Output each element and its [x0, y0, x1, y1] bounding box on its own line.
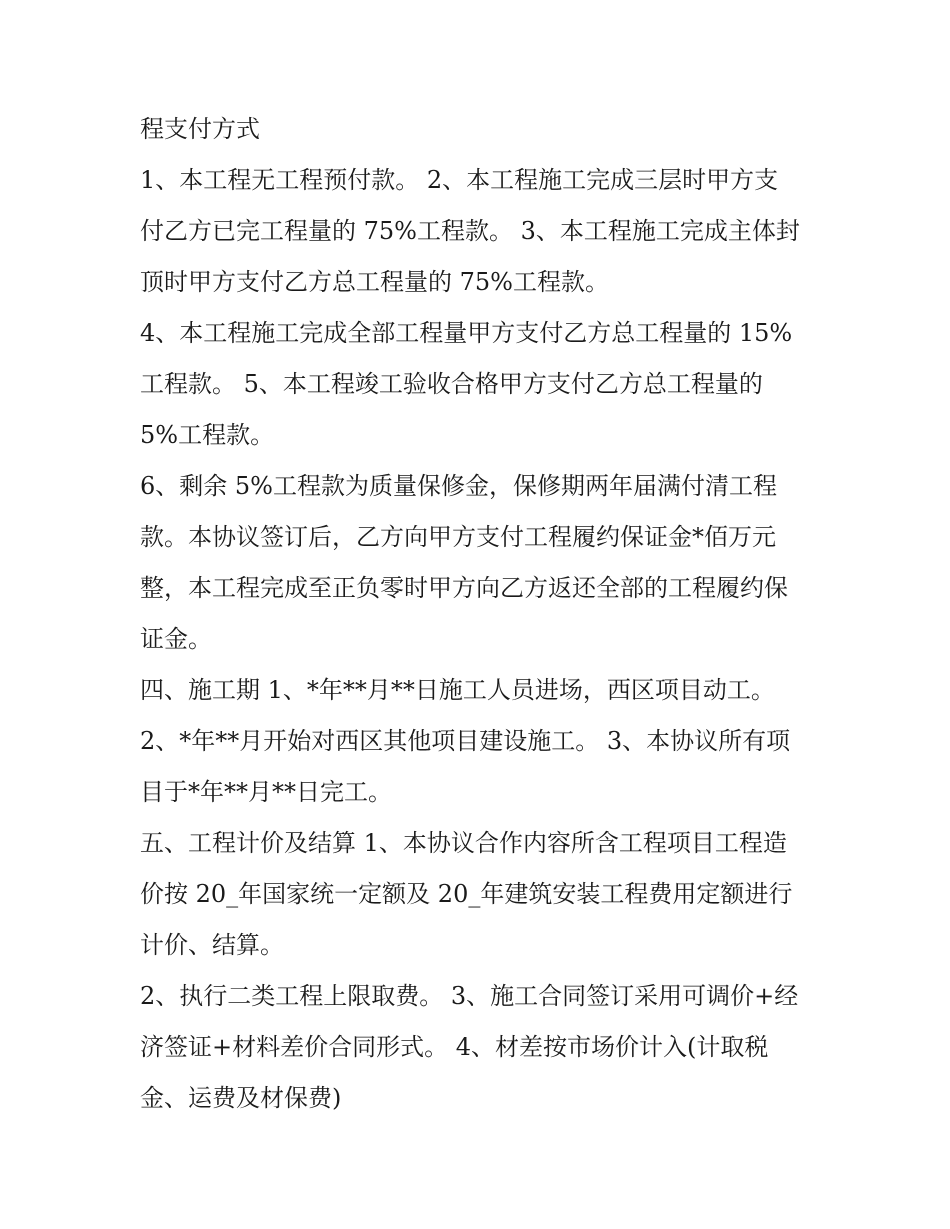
text-line-19: 济签证+材料差价合同形式。 4、材差按市场价计入(计取税 [140, 1033, 769, 1061]
text-line-16: 价按 20_年国家统一定额及 20_年建筑安装工程费用定额进行 [140, 880, 793, 908]
text-line-11: 证金。 [140, 625, 212, 653]
text-line-18: 2、执行二类工程上限取费。 3、施工合同签订采用可调价+经 [140, 982, 799, 1010]
text-line-15: 五、工程计价及结算 1、本协议合作内容所含工程项目工程造 [140, 829, 787, 857]
text-line-5: 4、本工程施工完成全部工程量甲方支付乙方总工程量的 15% [140, 319, 793, 347]
text-line-9: 款。本协议签订后，乙方向甲方支付工程履约保证金*佰万元 [140, 523, 776, 551]
text-line-14: 目于*年**月**日完工。 [140, 778, 392, 806]
text-line-17: 计价、结算。 [140, 931, 284, 959]
text-line-13: 2、*年**月开始对西区其他项目建设施工。 3、本协议所有项 [140, 727, 791, 755]
text-line-8: 6、剩余 5%工程款为质量保修金，保修期两年届满付清工程 [140, 472, 777, 500]
text-line-2: 1、本工程无工程预付款。 2、本工程施工完成三层时甲方支 [140, 166, 779, 194]
text-line-3: 付乙方已完工程量的 75%工程款。 3、本工程施工完成主体封 [140, 217, 800, 245]
text-line-1: 程支付方式 [140, 115, 260, 143]
text-line-12: 四、施工期 1、*年**月**日施工人员进场，西区项目动工。 [140, 676, 775, 704]
document-body [140, 104, 820, 1124]
text-line-20: 金、运费及材保费) [140, 1084, 342, 1112]
text-line-10: 整，本工程完成至正负零时甲方向乙方返还全部的工程履约保 [140, 574, 788, 602]
text-line-4: 顶时甲方支付乙方总工程量的 75%工程款。 [140, 268, 609, 296]
text-line-6: 工程款。 5、本工程竣工验收合格甲方支付乙方总工程量的 [140, 370, 763, 398]
text-line-7: 5%工程款。 [140, 421, 275, 449]
